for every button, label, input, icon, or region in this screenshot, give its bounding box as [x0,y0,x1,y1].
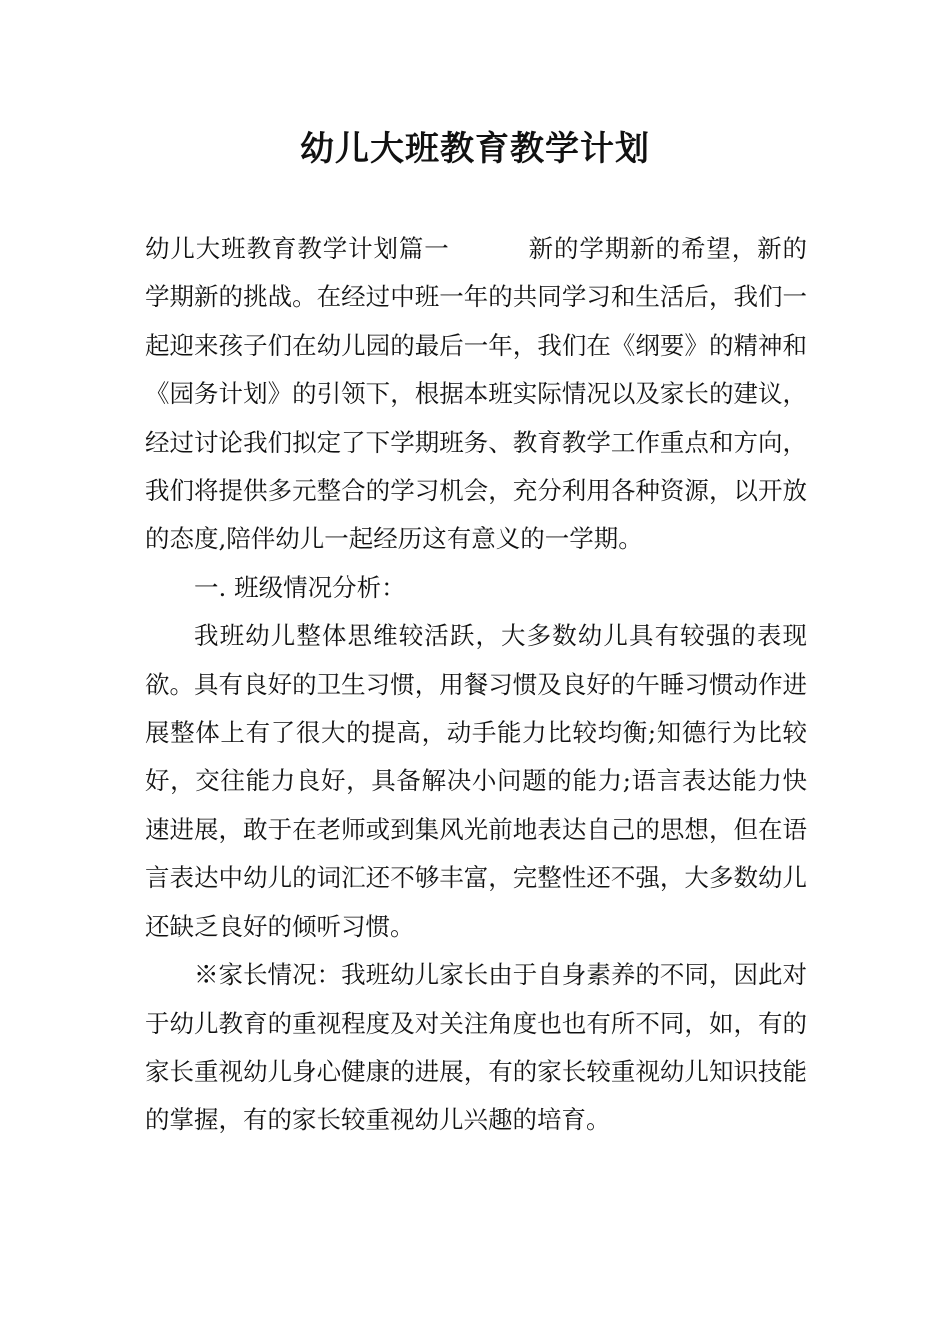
intro-text: 新的学期新的希望，新的学期新的挑战。在经过中班一年的共同学习和生活后，我们一起迎来孩子们在幼儿园的最后一年，我们在《纲要》的精神和《园务计划》的引领下，根据本班实际情况以及家长的建议，经过讨论我们拟定了下学期班务、教育教学工作重点和方向，我们将提供多元整合的学习机会，充分利用各种资源，以开放的态度,陪伴幼儿一起经历这有意义的一学期。 [145,234,808,554]
parents-situation-paragraph: ※家长情况：我班幼儿家长由于自身素养的不同，因此对于幼儿教育的重视程度及对关注角度也也有所不同，如，有的家长重视幼儿身心健康的进展，有的家长较重视幼儿知识技能的掌握，有的家长较重视幼儿兴趣的培育。 [145,960,807,1135]
intro-heading: 幼儿大班教育教学计划篇一 [145,234,450,263]
document-title: 幼儿大班教育教学计划 [300,129,650,169]
section-heading: 一. 班级情况分析： [194,572,406,602]
intro-paragraph [145,225,807,564]
document-body [145,225,807,1145]
children-analysis-paragraph: 我班幼儿整体思维较活跃，大多数幼儿具有较强的表现欲。具有良好的卫生习惯，用餐习惯及良好的午睡习惯动作进展整体上有了很大的提高，动手能力比较均衡;知德行为比较好，交往能力良好，具备解决小问题的能力;语言表达能力快速进展，敢于在老师或到集风光前地表达自己的思想，但在语言表达中幼儿的词汇还不够丰富，完整性还不强，大多数幼儿还缺乏良好的倾听习惯。 [145,621,807,941]
